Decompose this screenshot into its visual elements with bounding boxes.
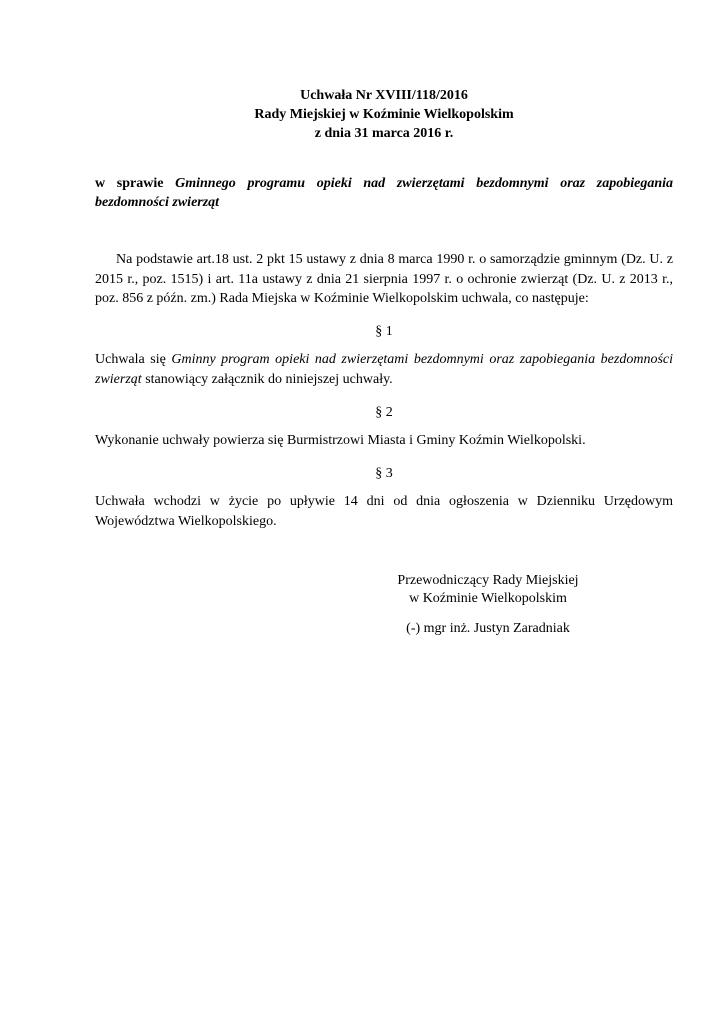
subject-title: Gminnego programu opieki nad zwierzętami bezdomnymi oraz zapobiegania bezdomności zwierząt [95, 176, 673, 210]
legal-basis: Na podstawie art.18 ust. 2 pkt 15 ustawy z dnia 8 marca 1990 r. o samorządzie gminnym (Dz. U. z 2015 r., poz. 1515) i art. 11a ustawy z dnia 21 sierpnia 1997 r. o ochronie zwierząt (Dz. U. z 2013 r., poz. 856 z późn. zm.) Rada Miejska w Koźminie Wielkopolskim uchwala, co następuje: [95, 252, 673, 306]
section-3-text: Uchwała wchodzi w życie po upływie 14 dni od dnia ogłoszenia w Dzienniku Urzędowym Województwa Wielkopolskiego. [95, 493, 673, 529]
subject-prefix: w sprawie [95, 176, 176, 191]
section-2-text: Wykonanie uchwały powierza się Burmistrzowi Miasta i Gminy Koźmin Wielkopolski. [95, 432, 586, 448]
section-1-before: Uchwala się [95, 351, 172, 367]
resolution-subject [95, 174, 673, 212]
issuing-body: Rady Miejskiej w Koźminie Wielkopolskim [254, 107, 514, 122]
signature-block [397, 572, 579, 638]
resolution-header [95, 86, 673, 143]
section-2-heading: § 2 [375, 404, 393, 420]
section-1-program-title: Gminny program opieki nad zwierzętami bezdomnymi oraz zapobiegania bezdomności zwierząt [95, 351, 674, 387]
signatory-role: Przewodniczący Rady Miejskiej [397, 573, 579, 588]
document-page [95, 86, 674, 636]
resolution-number: Uchwała Nr XVIII/118/2016 [300, 88, 468, 103]
section-3-heading: § 3 [375, 465, 393, 481]
resolution-date: z dnia 31 marca 2016 r. [314, 126, 454, 141]
section-1-heading: § 1 [375, 323, 393, 339]
signatory-body: w Koźminie Wielkopolskim [409, 591, 567, 606]
section-1-after: stanowiący załącznik do niniejszej uchwały. [141, 371, 393, 387]
signatory-name: (-) mgr inż. Justyn Zaradniak [406, 621, 570, 636]
section-1-text [95, 350, 673, 390]
